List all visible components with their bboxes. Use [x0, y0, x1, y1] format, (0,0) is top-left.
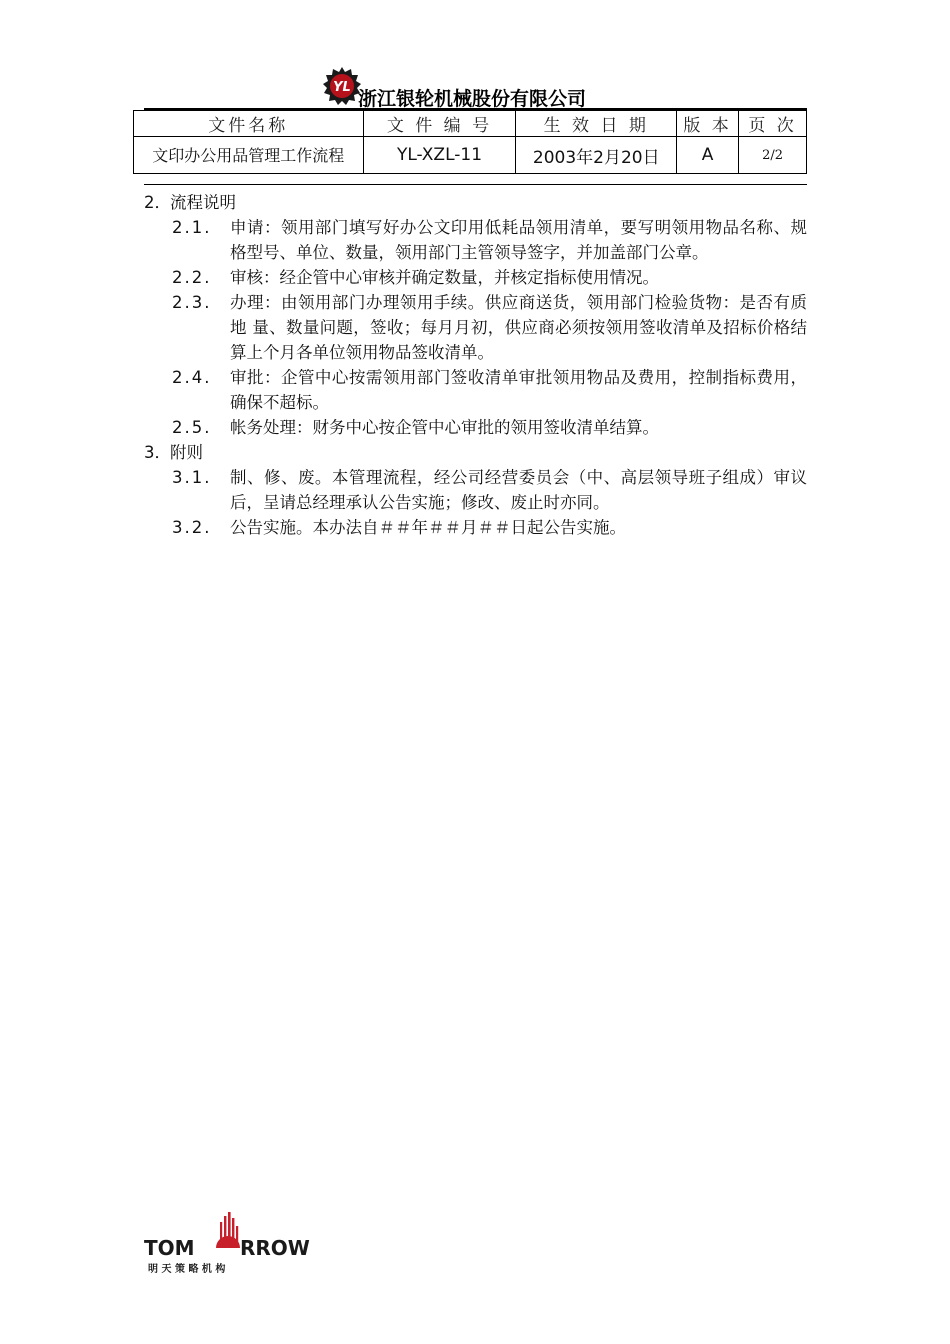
document-info-table: [133, 110, 807, 174]
item-text: 办理：由领用部门办理领用手续。供应商送货，领用部门检验货物：是否有质地 量、数量问题，签收；每月月初，供应商必须按领用签收清单及招标价格结算上个月各单位领用物品签收清单。: [230, 293, 807, 362]
list-item: [144, 265, 807, 290]
header-file-number: 文 件 编 号: [363, 111, 516, 137]
item-text: 审批：企管中心按需领用部门签收清单审批领用物品及费用，控制指标费用，确保不超标。: [230, 368, 807, 412]
header-page: 页 次: [739, 111, 807, 137]
brand-right: RROW: [240, 1236, 310, 1260]
company-name: 浙江银轮机械股份有限公司: [358, 88, 587, 110]
info-value-row: [134, 137, 807, 174]
info-header-row: [134, 111, 807, 137]
page-value: 2/2: [739, 137, 807, 174]
header-effective-date: 生 效 日 期: [516, 111, 677, 137]
list-item: [144, 365, 807, 415]
document-header: [0, 62, 950, 110]
section-heading: [144, 190, 807, 215]
tomorrow-city-logo-icon: [140, 1210, 310, 1276]
version-value: A: [677, 137, 739, 174]
list-item: [144, 515, 807, 540]
brand-left: TOM: [144, 1236, 195, 1260]
list-item: [144, 215, 807, 265]
file-number-value: YL-XZL-11: [363, 137, 516, 174]
section-number: 2．: [144, 193, 171, 212]
item-text: 公告实施。本办法自＃＃年＃＃月＃＃日起公告实施。: [230, 518, 626, 537]
yinlun-gear-logo-icon: [322, 66, 362, 106]
header-version: 版 本: [677, 111, 739, 137]
item-text: 帐务处理：财务中心按企管中心审批的领用签收清单结算。: [230, 418, 659, 437]
content-rule: [144, 184, 807, 185]
item-number: 2.2.: [172, 268, 212, 287]
item-text: 制、修、废。本管理流程，经公司经营委员会（中、高层领导班子组成）审议后，呈请总经理承认公告实施；修改、废止时亦同。: [230, 468, 807, 512]
list-item: [144, 290, 807, 365]
effective-date-value: 2003年2月20日: [516, 137, 677, 174]
item-text: 审核：经企管中心审核并确定数量，并核定指标使用情况。: [230, 268, 659, 287]
file-name-value: 文印办公用品管理工作流程: [134, 137, 364, 174]
section-title: 流程说明: [170, 193, 236, 212]
section-number: 3．: [144, 443, 171, 462]
item-text: 申请：领用部门填写好办公文印用低耗品领用清单，要写明领用物品名称、规格型号、单位、数量，领用部门主管领导签字，并加盖部门公章。: [230, 218, 807, 262]
list-item: [144, 465, 807, 515]
brand-sub: 明 天 策 略 机 构: [148, 1264, 226, 1275]
item-number: 3.1.: [172, 468, 212, 487]
section-title: 附则: [170, 443, 203, 462]
item-number: 2.1.: [172, 218, 212, 237]
header-file-name: 文件名称: [134, 111, 364, 137]
item-number: 2.3.: [172, 293, 212, 312]
item-number: 2.5.: [172, 418, 212, 437]
document-body: [144, 190, 807, 540]
list-item: [144, 415, 807, 440]
logo-text: YL: [333, 80, 351, 95]
section-heading: [144, 440, 807, 465]
item-number: 3.2.: [172, 518, 212, 537]
item-number: 2.4.: [172, 368, 212, 387]
